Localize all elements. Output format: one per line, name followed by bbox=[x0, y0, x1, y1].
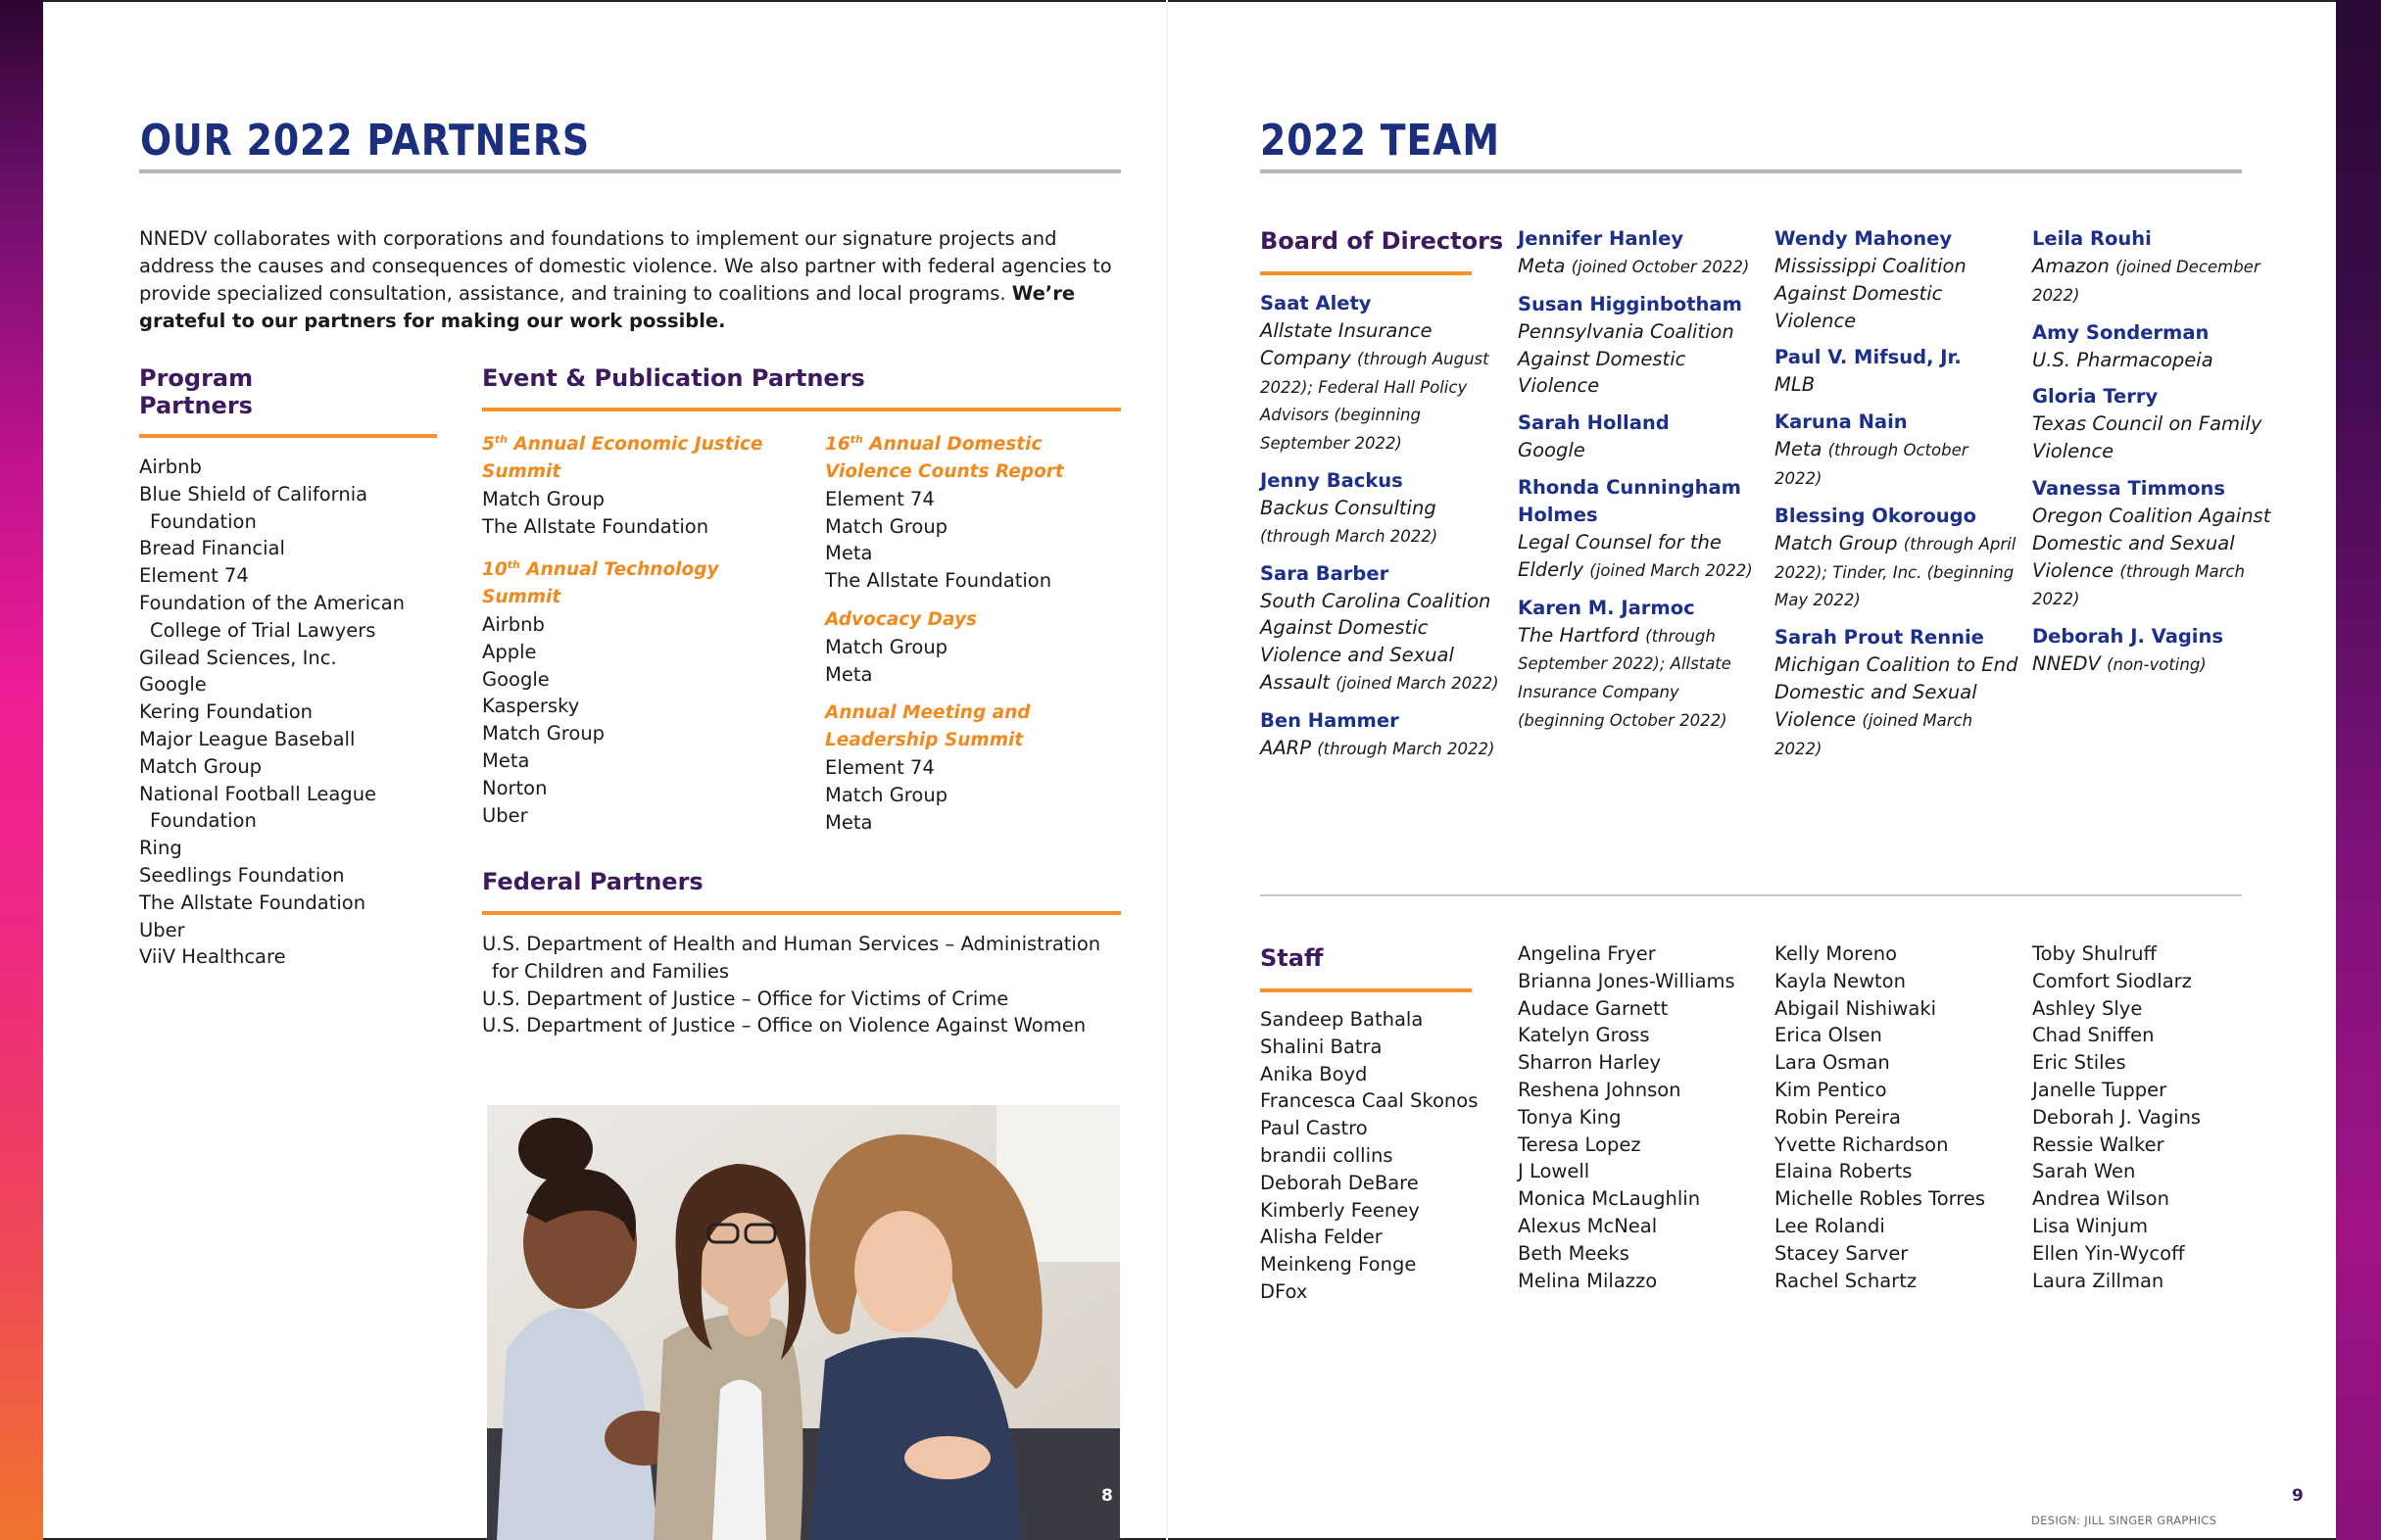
program-partner-item: Element 74 bbox=[139, 564, 249, 588]
staff-column-4 bbox=[2032, 940, 2201, 1294]
board-member-tenure: (joined October 2022) bbox=[1571, 258, 1750, 276]
board-member-org bbox=[1518, 437, 1763, 464]
staff-member: Sharron Harley bbox=[1518, 1051, 1662, 1075]
page-number-9: 9 bbox=[2292, 1486, 2304, 1506]
board-member-tenure: (through March 2022) bbox=[1260, 526, 1438, 546]
staff-member: Reshena Johnson bbox=[1518, 1078, 1681, 1101]
team-title: 2022 TEAM bbox=[1260, 116, 1500, 166]
event-partner-item: Meta bbox=[825, 662, 873, 686]
board-member-name: Gloria Terry bbox=[2032, 385, 2159, 409]
board-member-tenure: (joined March 2022) bbox=[1336, 673, 1499, 693]
event-partner-list bbox=[825, 754, 1129, 836]
staff-column-1 bbox=[1260, 1006, 1478, 1306]
event-partner-item: The Allstate Foundation bbox=[482, 514, 709, 538]
board-member-organization: The Hartford bbox=[1518, 623, 1639, 647]
board-member-organization: Allstate Insurance bbox=[1260, 319, 1433, 342]
board-member bbox=[1518, 474, 1763, 585]
design-credit: DESIGN: JILL SINGER GRAPHICS bbox=[2031, 1514, 2217, 1527]
page-number-8: 8 bbox=[1101, 1486, 1113, 1506]
partners-intro bbox=[139, 225, 1129, 335]
board-member-organization: Oregon Coalition Against Domestic and Sexual Violence bbox=[2032, 504, 2271, 582]
board-member-tenure: (through March 2022) bbox=[1317, 739, 1495, 758]
staff-member: Kim Pentico bbox=[1774, 1078, 1887, 1101]
event-title-text: Annual Meeting and bbox=[825, 702, 1031, 724]
board-member-tenure: (non-voting) bbox=[2107, 655, 2207, 675]
board-column-4 bbox=[2032, 225, 2277, 689]
federal-partner-item: for Children and Families bbox=[492, 959, 730, 983]
board-member-name: Paul V. Mifsud, Jr. bbox=[1774, 346, 1962, 369]
federal-partner-item: U.S. Department of Health and Human Services – Administration bbox=[482, 933, 1101, 955]
board-member-organization-cont: Company bbox=[1260, 346, 1351, 369]
event-partner-list bbox=[825, 486, 1129, 595]
board-member-tenure: (through April 2022); Tinder, Inc. (beginning May 2022) bbox=[1774, 534, 2017, 610]
staff-member: Robin Pereira bbox=[1774, 1105, 1901, 1129]
program-partner-item: Airbnb bbox=[139, 456, 202, 478]
event-partner-item: Meta bbox=[825, 542, 873, 565]
staff-member: DFox bbox=[1260, 1279, 1308, 1303]
board-member-org bbox=[2032, 650, 2277, 679]
staff-member: Teresa Lopez bbox=[1518, 1132, 1641, 1156]
program-partner-item: Kering Foundation bbox=[139, 700, 314, 724]
federal-partners-rule bbox=[482, 911, 1121, 915]
staff-member: Beth Meeks bbox=[1518, 1241, 1629, 1265]
program-partner-item: The Allstate Foundation bbox=[139, 890, 366, 914]
staff-member: Melina Milazzo bbox=[1518, 1269, 1658, 1292]
board-member-name: Blessing Okorougo bbox=[1774, 504, 1976, 527]
event-partner-item: Apple bbox=[482, 640, 537, 663]
event-partner-item: Match Group bbox=[825, 783, 948, 806]
board-member-name: Sara Barber bbox=[1260, 561, 1389, 585]
staff-column-2 bbox=[1518, 940, 1735, 1294]
staff-member: Laura Zillman bbox=[2032, 1269, 2164, 1292]
staff-member: Ellen Yin-Wycoff bbox=[2032, 1241, 2185, 1265]
board-member bbox=[2032, 475, 2277, 613]
program-partners-heading-line2: Partners bbox=[139, 392, 253, 419]
staff-member: Comfort Siodlarz bbox=[2032, 969, 2192, 992]
board-member-org bbox=[1774, 530, 2019, 614]
staff-member: Paul Castro bbox=[1260, 1117, 1368, 1140]
staff-member: Andrea Wilson bbox=[2032, 1187, 2169, 1211]
event-partner-item: Meta bbox=[825, 810, 873, 834]
program-partner-item: Seedlings Foundation bbox=[139, 863, 345, 887]
event-partner-list bbox=[825, 634, 1129, 689]
event-title-line2: Violence Counts Report bbox=[825, 460, 1064, 482]
staff-member: Alisha Felder bbox=[1260, 1226, 1383, 1249]
board-member-org bbox=[1518, 318, 1763, 400]
program-partner-item: Google bbox=[139, 673, 207, 697]
event-partner-list bbox=[482, 611, 786, 829]
intro-bold-text: We’re grateful to our partners for making our work possible. bbox=[139, 282, 1076, 332]
staff-member: Lara Osman bbox=[1774, 1051, 1890, 1075]
program-partner-item: Ring bbox=[139, 837, 182, 860]
program-partner-item: Uber bbox=[139, 918, 185, 941]
board-member bbox=[1518, 409, 1763, 464]
board-member-name: Sarah Prout Rennie bbox=[1774, 626, 1984, 650]
board-member-name: Saat Alety bbox=[1260, 292, 1372, 314]
board-member-organization: AARP bbox=[1260, 736, 1311, 759]
board-member-org bbox=[2032, 347, 2277, 374]
staff-member: Deborah J. Vagins bbox=[2032, 1105, 2202, 1129]
board-member-org bbox=[1260, 735, 1505, 763]
board-column-3 bbox=[1774, 225, 2019, 772]
board-member-name: Jennifer Hanley bbox=[1518, 227, 1684, 250]
intro-text: NNEDV collaborates with corporations and foundations to implement our signature projects and address the causes and consequences of domestic violence. We also partner with federal agencies to provide specialized consultation, assistance, and training to coalitions and local programs. bbox=[139, 227, 1112, 305]
event-title bbox=[825, 606, 1129, 634]
board-member-organization: U.S. Pharmacopeia bbox=[2032, 348, 2213, 371]
board-member bbox=[2032, 383, 2277, 465]
board-member bbox=[1518, 291, 1763, 400]
event-partner-item: The Allstate Foundation bbox=[825, 569, 1052, 593]
board-heading: Board of Directors bbox=[1260, 227, 1504, 255]
staff-member: Erica Olsen bbox=[1774, 1024, 1882, 1047]
event-title-text: Advocacy Days bbox=[825, 608, 978, 630]
board-member-organization: Mississippi Coalition Against Domestic Violence bbox=[1774, 255, 1967, 332]
board-member-organization: South Carolina Coalition Against Domestic Violence and Sexual Assault bbox=[1260, 589, 1491, 694]
staff-member: Brianna Jones-Williams bbox=[1518, 969, 1735, 992]
program-partner-item: Gilead Sciences, Inc. bbox=[139, 646, 337, 669]
team-title-rule bbox=[1260, 169, 2242, 173]
staff-member: Audace Garnett bbox=[1518, 996, 1669, 1020]
staff-member: Yvette Richardson bbox=[1774, 1132, 1949, 1156]
board-member-name: Karen M. Jarmoc bbox=[1518, 596, 1695, 619]
staff-member: Rachel Schartz bbox=[1774, 1269, 1918, 1292]
board-member bbox=[2032, 225, 2277, 310]
board-member-organization: Amazon bbox=[2032, 255, 2110, 277]
event-partner-item: Match Group bbox=[825, 635, 948, 658]
event-title-text: Annual Domestic bbox=[862, 434, 1043, 456]
team-divider bbox=[1260, 894, 2242, 896]
staff-member: Janelle Tupper bbox=[2032, 1078, 2167, 1101]
staff-member: Lisa Winjum bbox=[2032, 1214, 2148, 1237]
program-partner-item: Foundation of the American bbox=[139, 591, 406, 614]
staff-member: Sandeep Bathala bbox=[1260, 1008, 1424, 1031]
board-heading-rule bbox=[1260, 271, 1472, 275]
board-member-organization: Match Group bbox=[1774, 531, 1898, 554]
staff-member: Shalini Batra bbox=[1260, 1035, 1383, 1058]
program-partner-item: Major League Baseball bbox=[139, 727, 356, 750]
staff-member: Monica McLaughlin bbox=[1518, 1187, 1701, 1211]
page-spine bbox=[1166, 0, 1168, 1540]
board-member-name: Susan Higginbotham bbox=[1518, 292, 1742, 315]
event-partners-heading: Event & Publication Partners bbox=[482, 364, 865, 392]
event-partners-column-2 bbox=[825, 426, 1129, 836]
program-partner-item: Foundation bbox=[150, 509, 257, 533]
staff-member: Katelyn Gross bbox=[1518, 1024, 1650, 1047]
board-member-tenure: (through August 2022); Federal Hall Policy Advisors (beginning September 2022) bbox=[1260, 349, 1489, 454]
board-member bbox=[1774, 344, 2019, 399]
board-member bbox=[2032, 319, 2277, 374]
board-member-org bbox=[2032, 503, 2277, 613]
staff-member: Deborah DeBare bbox=[1260, 1171, 1419, 1194]
board-member-org bbox=[2032, 253, 2277, 310]
board-member-name: Sarah Holland bbox=[1518, 411, 1670, 435]
program-partners-heading-line1: Program bbox=[139, 364, 254, 392]
federal-partners-heading: Federal Partners bbox=[482, 868, 704, 895]
board-member-org bbox=[1260, 495, 1505, 551]
event-spacer bbox=[825, 595, 1129, 606]
staff-member: Anika Boyd bbox=[1260, 1062, 1368, 1085]
left-gradient-edge bbox=[0, 0, 43, 1540]
board-member bbox=[1774, 503, 2019, 614]
event-ordinal-suffix: th bbox=[850, 433, 863, 446]
staff-member: Angelina Fryer bbox=[1518, 942, 1656, 965]
staff-member: Michelle Robles Torres bbox=[1774, 1187, 1986, 1211]
event-title bbox=[825, 699, 1129, 727]
board-member bbox=[1774, 409, 2019, 493]
staff-member: Ashley Slye bbox=[2032, 996, 2143, 1020]
program-partner-item: Match Group bbox=[139, 754, 263, 778]
board-member-organization: Meta bbox=[1518, 255, 1566, 277]
program-partner-item: ViiV Healthcare bbox=[139, 945, 286, 969]
event-partner-item: Meta bbox=[482, 749, 530, 773]
board-member-name: Wendy Mahoney bbox=[1774, 227, 1953, 250]
board-member-tenure: (joined March 2022) bbox=[1589, 560, 1753, 580]
staff-member: Francesca Caal Skonos bbox=[1260, 1089, 1479, 1113]
event-ordinal-suffix: th bbox=[494, 433, 508, 446]
federal-partners-list bbox=[482, 931, 1129, 1039]
board-member-name: Karuna Nain bbox=[1774, 410, 1908, 434]
board-member-tenure: (joined March 2022) bbox=[1774, 710, 1973, 758]
board-member-org bbox=[1518, 622, 1763, 735]
board-member-organization: Texas Council on Family Violence bbox=[2032, 412, 2262, 463]
staff-member: Toby Shulruff bbox=[2032, 942, 2157, 965]
event-partner-item: Kaspersky bbox=[482, 695, 580, 718]
event-partner-item: Match Group bbox=[482, 722, 606, 746]
board-member-tenure: (through October 2022) bbox=[1774, 441, 1968, 488]
staff-member: Meinkeng Fonge bbox=[1260, 1253, 1417, 1276]
event-ordinal: 10 bbox=[482, 559, 508, 581]
event-partners-rule bbox=[482, 408, 1121, 411]
board-member-org bbox=[1518, 253, 1763, 281]
staff-member: Stacey Sarver bbox=[1774, 1241, 1909, 1265]
program-partner-item: College of Trial Lawyers bbox=[150, 618, 376, 642]
board-member-organization: NNEDV bbox=[2032, 652, 2101, 676]
staff-heading-rule bbox=[1260, 988, 1472, 992]
event-title bbox=[825, 426, 1129, 458]
board-member bbox=[1260, 290, 1505, 457]
board-member-org bbox=[1774, 651, 2019, 762]
board-member-org bbox=[1260, 588, 1505, 698]
event-spacer bbox=[482, 540, 786, 552]
board-member-org bbox=[2032, 410, 2277, 465]
staff-member: Lee Rolandi bbox=[1774, 1214, 1885, 1237]
program-partner-item: Foundation bbox=[150, 809, 257, 833]
staff-member: Sarah Wen bbox=[2032, 1160, 2136, 1183]
board-column-1 bbox=[1260, 290, 1505, 773]
staff-heading: Staff bbox=[1260, 944, 1324, 972]
board-member-name: Leila Rouhi bbox=[2032, 227, 2152, 250]
staff-member: brandii collins bbox=[1260, 1143, 1393, 1167]
event-title-line2: Leadership Summit bbox=[825, 730, 1024, 751]
program-partners-rule bbox=[139, 434, 437, 438]
board-member-name: Jenny Backus bbox=[1260, 468, 1403, 492]
staff-member: J Lowell bbox=[1518, 1160, 1590, 1183]
board-member-organization: Meta bbox=[1774, 438, 1822, 461]
staff-member: Ressie Walker bbox=[2032, 1132, 2164, 1156]
partners-title: OUR 2022 PARTNERS bbox=[140, 116, 591, 166]
board-member-org bbox=[1260, 317, 1505, 457]
three-women-photo bbox=[487, 1105, 1120, 1540]
board-member bbox=[1260, 467, 1505, 551]
board-member-org bbox=[1774, 371, 2019, 399]
event-title-line2: Summit bbox=[482, 460, 561, 482]
event-partner-list bbox=[482, 486, 786, 541]
board-member-org bbox=[1774, 436, 2019, 493]
board-member-organization: Backus Consulting bbox=[1260, 496, 1436, 519]
board-member bbox=[1518, 225, 1763, 281]
federal-partner-item: U.S. Department of Justice – Office on Violence Against Women bbox=[482, 1014, 1087, 1037]
event-title bbox=[482, 552, 786, 584]
event-partner-item: Uber bbox=[482, 803, 528, 827]
board-member-organization: Michigan Coalition to End Domestic and Sexual Violence bbox=[1774, 653, 2018, 731]
board-member-name: Rhonda Cunningham Holmes bbox=[1518, 475, 1741, 526]
program-partner-item: Bread Financial bbox=[139, 537, 285, 560]
staff-member: Abigail Nishiwaki bbox=[1774, 996, 1937, 1020]
event-partners-column-1 bbox=[482, 426, 786, 829]
event-ordinal: 5 bbox=[482, 434, 495, 456]
staff-member: Elaina Roberts bbox=[1774, 1160, 1913, 1183]
event-title-line2: Summit bbox=[482, 587, 561, 608]
staff-member: Tonya King bbox=[1518, 1105, 1622, 1129]
event-partner-item: Google bbox=[482, 667, 550, 691]
event-partner-item: Match Group bbox=[825, 514, 948, 538]
event-partner-item: Match Group bbox=[482, 487, 606, 510]
board-member-tenure: (through March 2022) bbox=[2032, 561, 2245, 609]
board-member bbox=[1518, 595, 1763, 735]
program-partner-item: National Football League bbox=[139, 782, 377, 805]
board-member-name: Ben Hammer bbox=[1260, 708, 1399, 732]
program-partners-heading bbox=[139, 364, 253, 419]
event-title-text: Annual Technology bbox=[519, 559, 719, 581]
board-member-organization: MLB bbox=[1774, 373, 1816, 397]
board-member-organization: Pennsylvania Coalition Against Domestic Violence bbox=[1518, 319, 1734, 398]
staff-member: Kelly Moreno bbox=[1774, 942, 1898, 965]
event-ordinal-suffix: th bbox=[507, 558, 520, 572]
board-member-name: Amy Sonderman bbox=[2032, 320, 2210, 344]
partners-title-rule bbox=[139, 169, 1121, 173]
staff-member: Alexus McNeal bbox=[1518, 1214, 1658, 1237]
board-column-2 bbox=[1518, 225, 1763, 745]
event-partner-item: Airbnb bbox=[482, 613, 545, 637]
staff-member: Kayla Newton bbox=[1774, 969, 1906, 992]
board-member bbox=[1260, 707, 1505, 763]
event-partner-item: Element 74 bbox=[825, 487, 935, 510]
board-member bbox=[1260, 560, 1505, 698]
right-gradient-edge bbox=[2336, 0, 2381, 1540]
event-partner-item: Element 74 bbox=[825, 755, 935, 779]
board-member-organization: Google bbox=[1518, 439, 1585, 462]
event-title bbox=[482, 426, 786, 458]
event-title-text: Annual Economic Justice bbox=[507, 434, 763, 456]
event-partner-item: Norton bbox=[482, 776, 548, 799]
event-ordinal: 16 bbox=[825, 434, 850, 456]
board-member-org bbox=[1518, 529, 1763, 585]
board-member-org bbox=[1774, 253, 2019, 334]
staff-member: Kimberly Feeney bbox=[1260, 1198, 1420, 1222]
board-member-tenure: (through September 2022); Allstate Insurance Company (beginning October 2022) bbox=[1518, 626, 1731, 730]
board-member-name: Vanessa Timmons bbox=[2032, 476, 2225, 500]
board-member-name: Deborah J. Vagins bbox=[2032, 625, 2223, 649]
staff-column-3 bbox=[1774, 940, 1985, 1294]
staff-member: Chad Sniffen bbox=[2032, 1024, 2155, 1047]
program-partners-list bbox=[139, 454, 433, 971]
event-spacer bbox=[825, 688, 1129, 699]
board-member-tenure: (joined December 2022) bbox=[2032, 258, 2260, 305]
staff-member: Eric Stiles bbox=[2032, 1051, 2126, 1075]
board-member bbox=[2032, 623, 2277, 679]
board-member bbox=[1774, 225, 2019, 334]
federal-partner-item: U.S. Department of Justice – Office for Victims of Crime bbox=[482, 987, 1009, 1010]
board-member-organization: Legal Counsel for the Elderly bbox=[1518, 530, 1722, 581]
program-partner-item: Blue Shield of California bbox=[139, 482, 368, 505]
board-member bbox=[1774, 624, 2019, 762]
